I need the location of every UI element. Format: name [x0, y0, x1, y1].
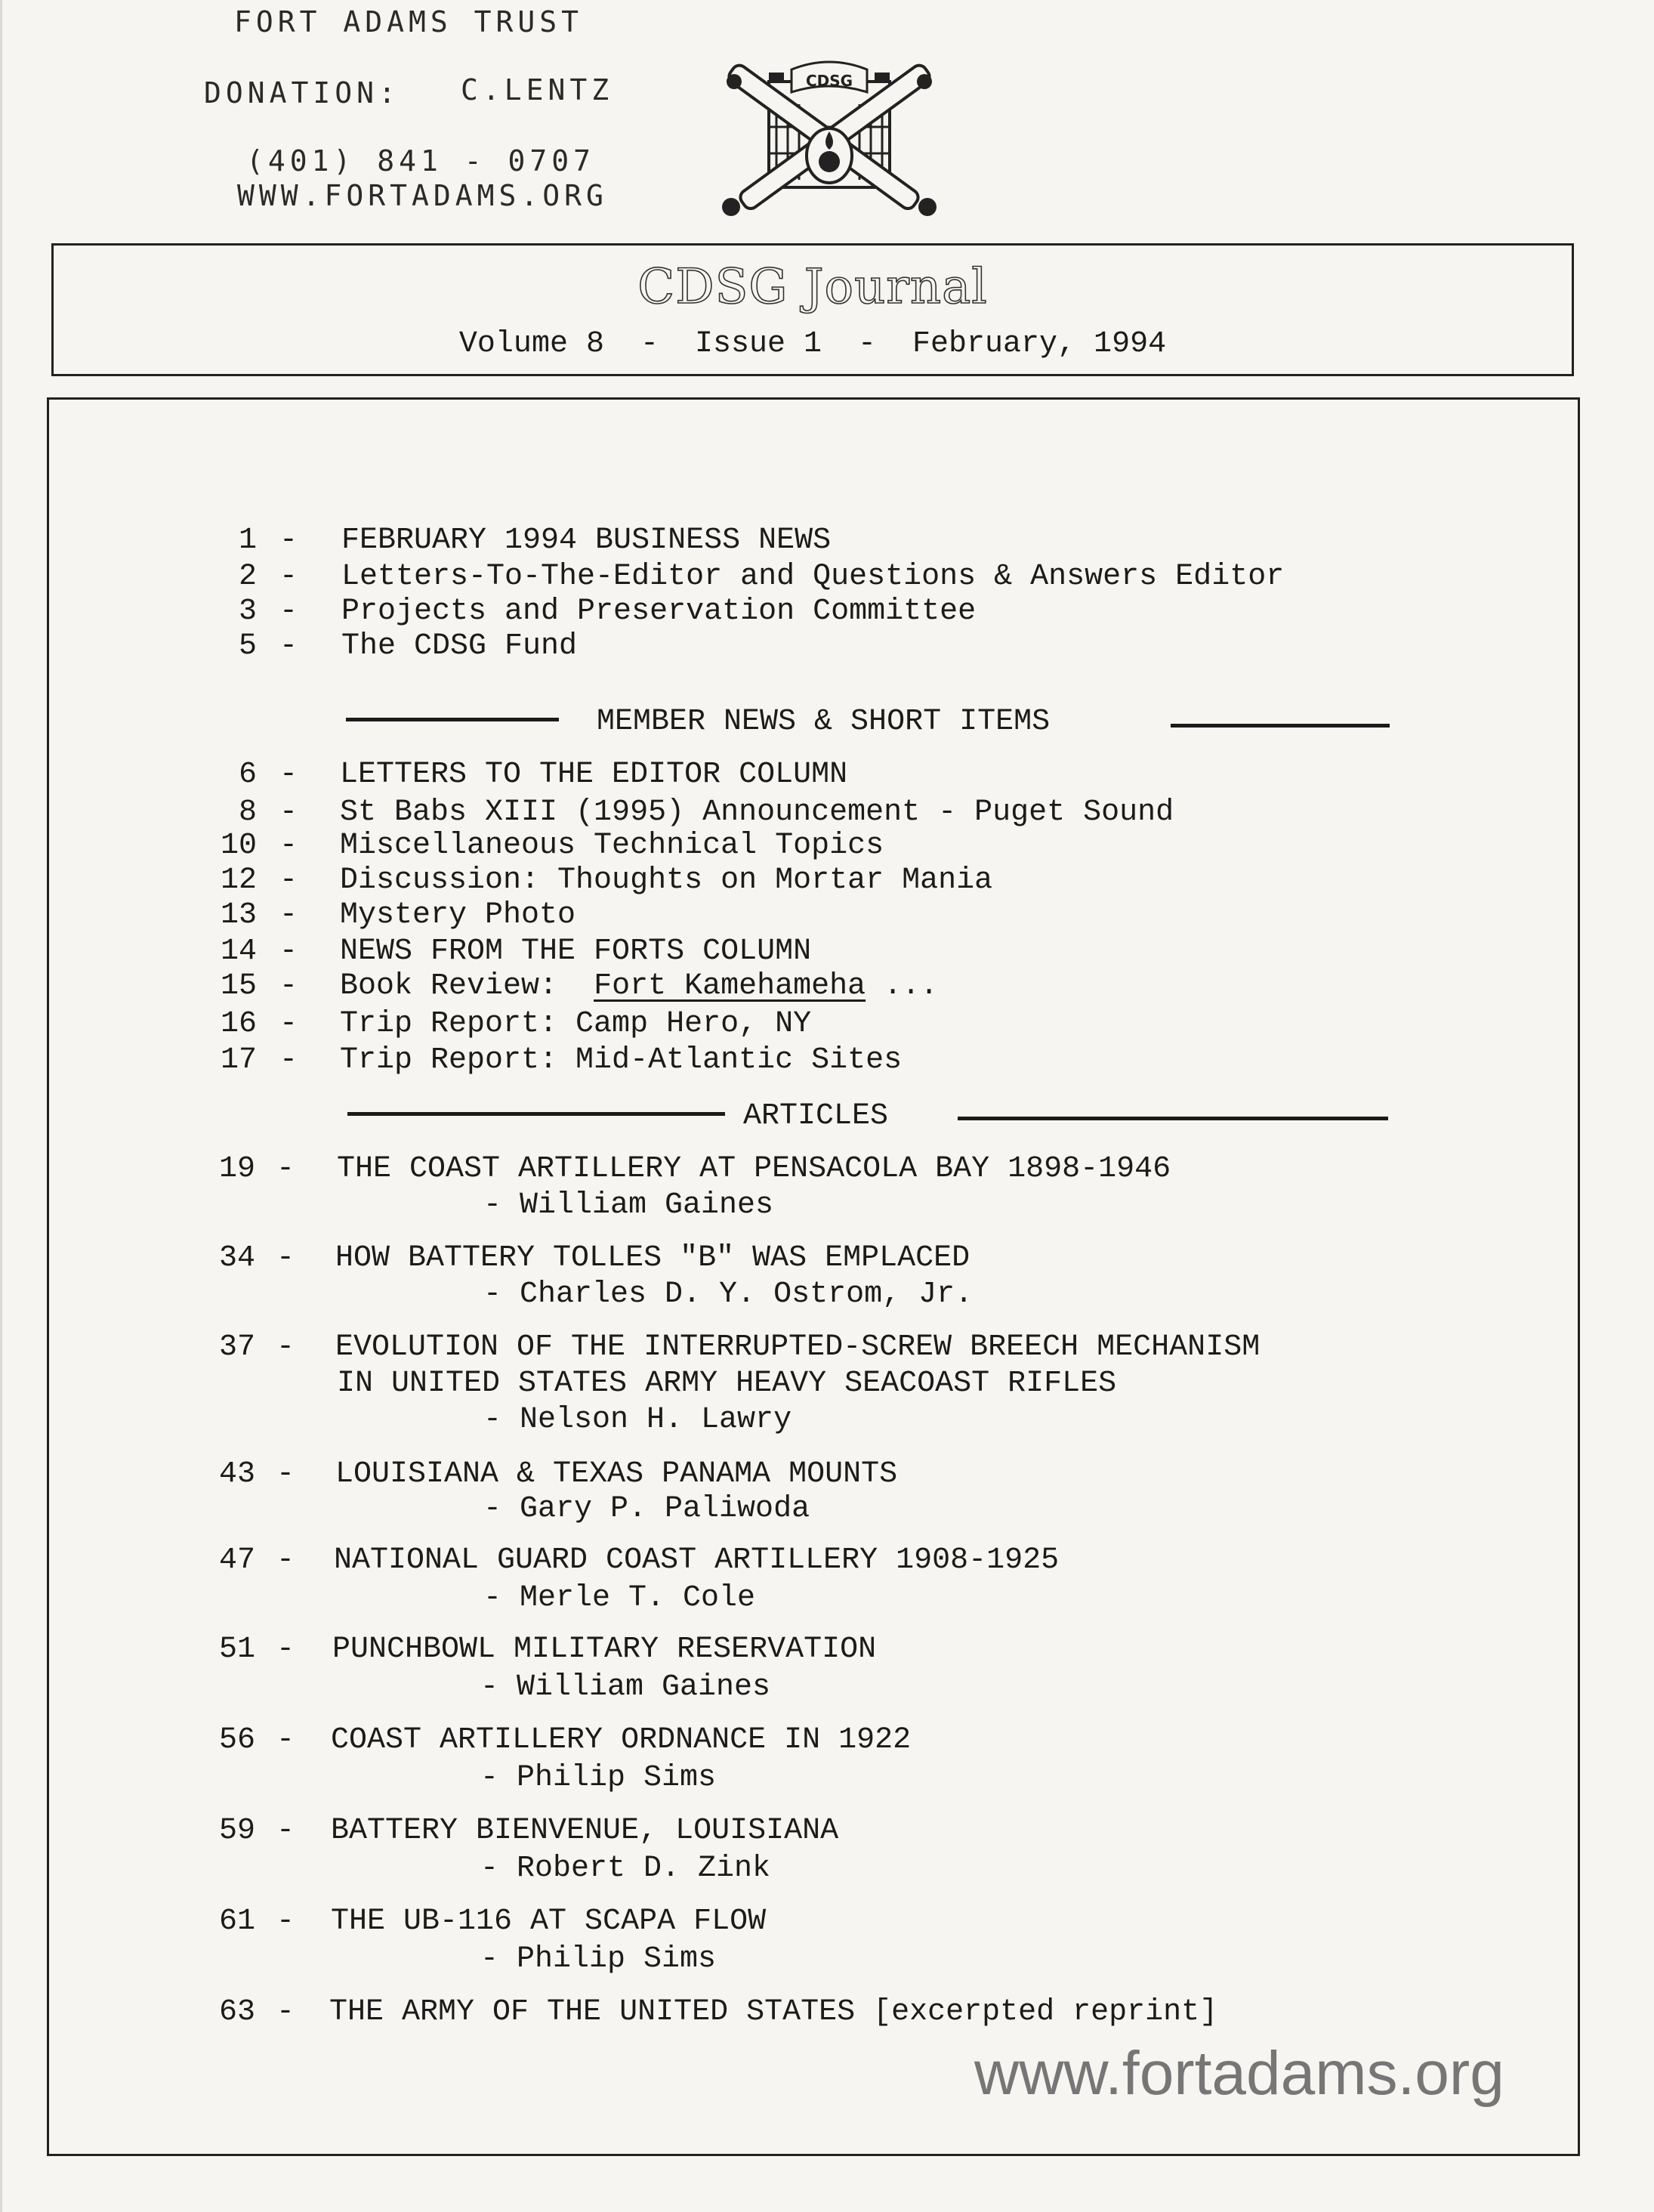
- stamp-website: WWW.FORTADAMS.ORG: [237, 179, 608, 212]
- scan-edge: [0, 0, 2, 2212]
- article-author: - Philip Sims: [480, 1761, 717, 1795]
- section-divider-left: [347, 1112, 725, 1116]
- article-author: - Robert D. Zink: [480, 1852, 771, 1886]
- section-divider-left: [346, 718, 559, 721]
- articles-heading: ARTICLES: [743, 1099, 889, 1133]
- book-title: Fort Kamehameha: [594, 969, 866, 1003]
- article-author: - Philip Sims: [480, 1942, 717, 1976]
- section-divider-right: [1171, 724, 1390, 728]
- journal-header: [51, 243, 1574, 376]
- logo-label: CDSG: [805, 72, 853, 90]
- article-author: - Charles D. Y. Ostrom, Jr.: [483, 1277, 974, 1311]
- stamp-donation-name: C.LENTZ: [461, 73, 614, 107]
- stamp-org: FORT ADAMS TRUST: [234, 5, 584, 39]
- table-of-contents: [47, 397, 1580, 2156]
- section-divider-right: [958, 1117, 1388, 1120]
- member-news-heading: MEMBER NEWS & SHORT ITEMS: [597, 705, 1051, 739]
- stamp-donation-label: DONATION:: [204, 76, 400, 110]
- article-author: - Nelson H. Lawry: [483, 1403, 792, 1437]
- cdsg-logo: [716, 59, 943, 219]
- article-title-continued: IN UNITED STATES ARMY HEAVY SEACOAST RIFLES: [337, 1367, 1117, 1401]
- stamp-phone: (401) 841 - 0707: [246, 144, 596, 178]
- journal-title: CDSG Journal: [637, 259, 988, 315]
- volume-issue-date: Volume 8 - Issue 1 - February, 1994: [458, 327, 1167, 361]
- website-watermark: www.fortadams.org: [974, 2039, 1504, 2108]
- article-author: - William Gaines: [480, 1670, 771, 1704]
- article-author: - Merle T. Cole: [483, 1581, 756, 1615]
- article-author: - Gary P. Paliwoda: [483, 1492, 810, 1526]
- article-author: - William Gaines: [483, 1188, 774, 1222]
